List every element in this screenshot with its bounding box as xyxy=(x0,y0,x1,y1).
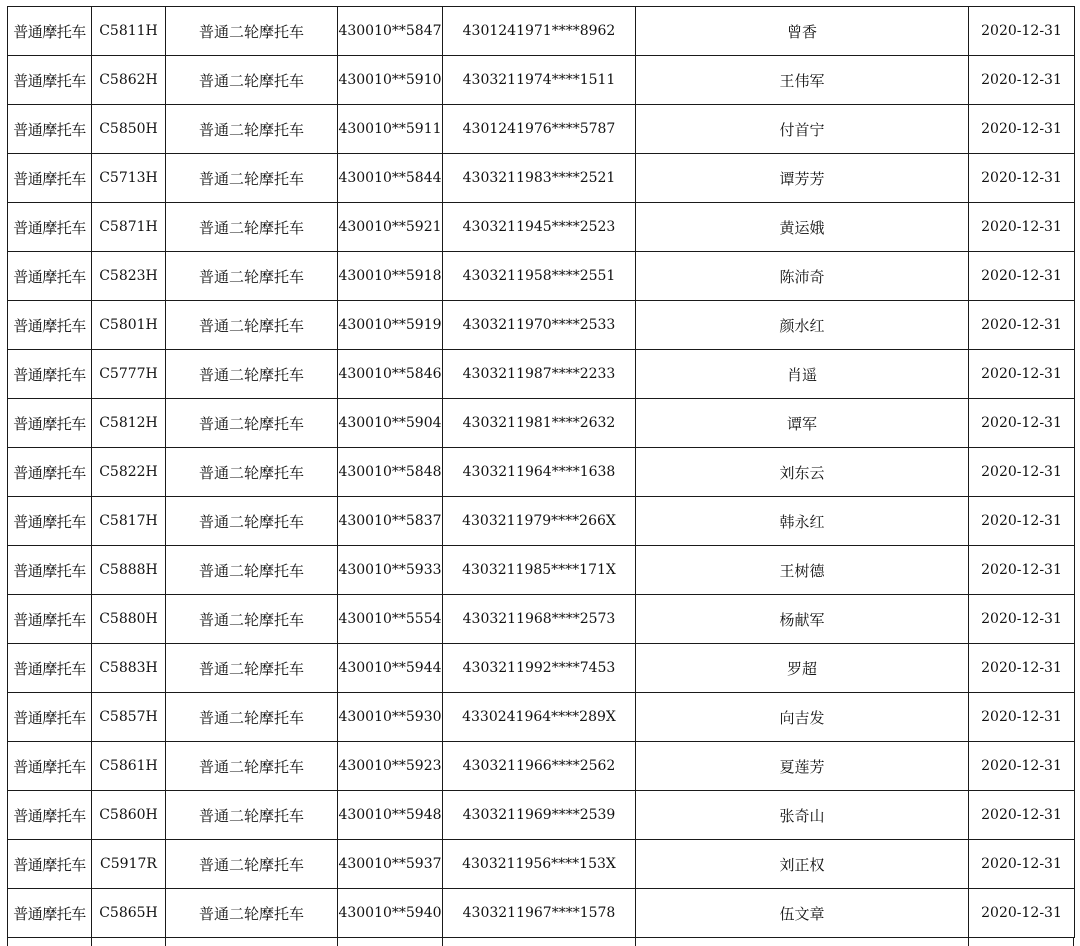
table-row xyxy=(8,301,1075,350)
id-number-cell: 4301241976****5787 xyxy=(443,105,636,154)
file-number-cell: 430010**5933 xyxy=(338,546,443,595)
name-cell: 夏莲芳 xyxy=(636,742,969,791)
date-cell: 2020-12-31 xyxy=(969,693,1075,742)
date-cell: 2020-12-31 xyxy=(969,301,1075,350)
name-cell: 颜水红 xyxy=(636,301,969,350)
id-number-cell: 4303211979****266X xyxy=(443,497,636,546)
date-cell: 2020-12-31 xyxy=(969,154,1075,203)
vehicle-type-cell: 普通二轮摩托车 xyxy=(166,301,338,350)
id-number-cell: 4303211985****171X xyxy=(443,546,636,595)
table-row xyxy=(8,350,1075,399)
records-body xyxy=(8,7,1075,938)
plate-cell: C5822H xyxy=(92,448,166,497)
id-number-cell: 4303211981****2632 xyxy=(443,399,636,448)
plate-cell: C5917R xyxy=(92,840,166,889)
id-number-cell: 4301241971****8962 xyxy=(443,7,636,56)
vehicle-type-cell: 普通二轮摩托车 xyxy=(166,350,338,399)
file-number-cell: 430010**5837 xyxy=(338,497,443,546)
vehicle-type-cell: 普通二轮摩托车 xyxy=(166,154,338,203)
table-row xyxy=(8,154,1075,203)
license-type-cell: 普通摩托车 xyxy=(8,546,92,595)
id-number-cell: 4303211992****7453 xyxy=(443,644,636,693)
date-cell: 2020-12-31 xyxy=(969,840,1075,889)
plate-cell: C5883H xyxy=(92,644,166,693)
file-number-cell: 430010**5919 xyxy=(338,301,443,350)
id-number-cell: 4303211969****2539 xyxy=(443,791,636,840)
vehicle-type-cell: 普通二轮摩托车 xyxy=(166,56,338,105)
file-number-cell: 430010**5923 xyxy=(338,742,443,791)
license-type-cell: 普通摩托车 xyxy=(8,497,92,546)
id-number-cell: 4303211983****2521 xyxy=(443,154,636,203)
file-number-cell: 430010**5944 xyxy=(338,644,443,693)
vehicle-type-cell: 普通二轮摩托车 xyxy=(166,889,338,938)
plate-cell: C5811H xyxy=(92,7,166,56)
file-number-cell: 430010**5930 xyxy=(338,693,443,742)
vehicle-type-cell: 普通二轮摩托车 xyxy=(166,105,338,154)
date-cell: 2020-12-31 xyxy=(969,448,1075,497)
license-type-cell: 普通摩托车 xyxy=(8,56,92,105)
column-border xyxy=(337,938,338,946)
file-number-cell: 430010**5911 xyxy=(338,105,443,154)
vehicle-type-cell: 普通二轮摩托车 xyxy=(166,497,338,546)
plate-cell: C5865H xyxy=(92,889,166,938)
id-number-cell: 4303211968****2573 xyxy=(443,595,636,644)
name-cell: 张奇山 xyxy=(636,791,969,840)
plate-cell: C5801H xyxy=(92,301,166,350)
plate-cell: C5861H xyxy=(92,742,166,791)
license-type-cell: 普通摩托车 xyxy=(8,399,92,448)
table-row xyxy=(8,7,1075,56)
table-row xyxy=(8,595,1075,644)
file-number-cell: 430010**5848 xyxy=(338,448,443,497)
vehicle-type-cell: 普通二轮摩托车 xyxy=(166,742,338,791)
license-type-cell: 普通摩托车 xyxy=(8,791,92,840)
date-cell: 2020-12-31 xyxy=(969,546,1075,595)
name-cell: 韩永红 xyxy=(636,497,969,546)
date-cell: 2020-12-31 xyxy=(969,203,1075,252)
license-type-cell: 普通摩托车 xyxy=(8,301,92,350)
vehicle-type-cell: 普通二轮摩托车 xyxy=(166,448,338,497)
date-cell: 2020-12-31 xyxy=(969,889,1075,938)
table-row xyxy=(8,203,1075,252)
license-type-cell: 普通摩托车 xyxy=(8,105,92,154)
table-row xyxy=(8,497,1075,546)
id-number-cell: 4303211956****153X xyxy=(443,840,636,889)
vehicle-type-cell: 普通二轮摩托车 xyxy=(166,840,338,889)
vehicle-type-cell: 普通二轮摩托车 xyxy=(166,399,338,448)
name-cell: 陈沛奇 xyxy=(636,252,969,301)
file-number-cell: 430010**5844 xyxy=(338,154,443,203)
license-type-cell: 普通摩托车 xyxy=(8,203,92,252)
file-number-cell: 430010**5918 xyxy=(338,252,443,301)
table-row xyxy=(8,56,1075,105)
records-table xyxy=(7,6,1075,938)
plate-cell: C5880H xyxy=(92,595,166,644)
column-border xyxy=(968,938,969,946)
id-number-cell: 4303211958****2551 xyxy=(443,252,636,301)
column-border xyxy=(7,938,8,946)
file-number-cell: 430010**5554 xyxy=(338,595,443,644)
date-cell: 2020-12-31 xyxy=(969,644,1075,693)
license-type-cell: 普通摩托车 xyxy=(8,154,92,203)
license-type-cell: 普通摩托车 xyxy=(8,448,92,497)
table-row xyxy=(8,889,1075,938)
table-row xyxy=(8,791,1075,840)
vehicle-type-cell: 普通二轮摩托车 xyxy=(166,644,338,693)
file-number-cell: 430010**5904 xyxy=(338,399,443,448)
license-type-cell: 普通摩托车 xyxy=(8,840,92,889)
plate-cell: C5817H xyxy=(92,497,166,546)
date-cell: 2020-12-31 xyxy=(969,350,1075,399)
table-row xyxy=(8,644,1075,693)
plate-cell: C5857H xyxy=(92,693,166,742)
vehicle-type-cell: 普通二轮摩托车 xyxy=(166,203,338,252)
date-cell: 2020-12-31 xyxy=(969,399,1075,448)
vehicle-type-cell: 普通二轮摩托车 xyxy=(166,546,338,595)
file-number-cell: 430010**5948 xyxy=(338,791,443,840)
name-cell: 谭芳芳 xyxy=(636,154,969,203)
vehicle-type-cell: 普通二轮摩托车 xyxy=(166,693,338,742)
license-type-cell: 普通摩托车 xyxy=(8,644,92,693)
license-type-cell: 普通摩托车 xyxy=(8,252,92,301)
file-number-cell: 430010**5937 xyxy=(338,840,443,889)
file-number-cell: 430010**5847 xyxy=(338,7,443,56)
plate-cell: C5888H xyxy=(92,546,166,595)
table-row xyxy=(8,105,1075,154)
vehicle-type-cell: 普通二轮摩托车 xyxy=(166,7,338,56)
plate-cell: C5850H xyxy=(92,105,166,154)
plate-cell: C5812H xyxy=(92,399,166,448)
vehicle-type-cell: 普通二轮摩托车 xyxy=(166,252,338,301)
plate-cell: C5777H xyxy=(92,350,166,399)
vehicle-type-cell: 普通二轮摩托车 xyxy=(166,791,338,840)
name-cell: 谭军 xyxy=(636,399,969,448)
column-border xyxy=(91,938,92,946)
column-border xyxy=(165,938,166,946)
license-type-cell: 普通摩托车 xyxy=(8,889,92,938)
date-cell: 2020-12-31 xyxy=(969,497,1075,546)
plate-cell: C5713H xyxy=(92,154,166,203)
name-cell: 黄运娥 xyxy=(636,203,969,252)
name-cell: 罗超 xyxy=(636,644,969,693)
license-type-cell: 普通摩托车 xyxy=(8,350,92,399)
id-number-cell: 4330241964****289X xyxy=(443,693,636,742)
id-number-cell: 4303211966****2562 xyxy=(443,742,636,791)
date-cell: 2020-12-31 xyxy=(969,105,1075,154)
vehicle-type-cell: 普通二轮摩托车 xyxy=(166,595,338,644)
column-border xyxy=(1073,938,1074,946)
name-cell: 向吉发 xyxy=(636,693,969,742)
table-row xyxy=(8,252,1075,301)
table-row xyxy=(8,742,1075,791)
license-type-cell: 普通摩托车 xyxy=(8,7,92,56)
id-number-cell: 4303211967****1578 xyxy=(443,889,636,938)
file-number-cell: 430010**5910 xyxy=(338,56,443,105)
column-border xyxy=(442,938,443,946)
table-row xyxy=(8,840,1075,889)
plate-cell: C5871H xyxy=(92,203,166,252)
id-number-cell: 4303211987****2233 xyxy=(443,350,636,399)
date-cell: 2020-12-31 xyxy=(969,56,1075,105)
table-row xyxy=(8,399,1075,448)
column-border xyxy=(635,938,636,946)
id-number-cell: 4303211964****1638 xyxy=(443,448,636,497)
name-cell: 刘正权 xyxy=(636,840,969,889)
name-cell: 付首宁 xyxy=(636,105,969,154)
table-row xyxy=(8,693,1075,742)
file-number-cell: 430010**5846 xyxy=(338,350,443,399)
license-type-cell: 普通摩托车 xyxy=(8,595,92,644)
table-row xyxy=(8,448,1075,497)
plate-cell: C5862H xyxy=(92,56,166,105)
name-cell: 杨献军 xyxy=(636,595,969,644)
date-cell: 2020-12-31 xyxy=(969,595,1075,644)
license-type-cell: 普通摩托车 xyxy=(8,693,92,742)
name-cell: 刘东云 xyxy=(636,448,969,497)
date-cell: 2020-12-31 xyxy=(969,7,1075,56)
date-cell: 2020-12-31 xyxy=(969,742,1075,791)
file-number-cell: 430010**5921 xyxy=(338,203,443,252)
id-number-cell: 4303211970****2533 xyxy=(443,301,636,350)
plate-cell: C5823H xyxy=(92,252,166,301)
file-number-cell: 430010**5940 xyxy=(338,889,443,938)
id-number-cell: 4303211974****1511 xyxy=(443,56,636,105)
name-cell: 曾香 xyxy=(636,7,969,56)
name-cell: 王树德 xyxy=(636,546,969,595)
name-cell: 伍文章 xyxy=(636,889,969,938)
name-cell: 肖遥 xyxy=(636,350,969,399)
table-row xyxy=(8,546,1075,595)
name-cell: 王伟军 xyxy=(636,56,969,105)
date-cell: 2020-12-31 xyxy=(969,791,1075,840)
id-number-cell: 4303211945****2523 xyxy=(443,203,636,252)
date-cell: 2020-12-31 xyxy=(969,252,1075,301)
table-continuation-lines xyxy=(7,938,1074,946)
license-type-cell: 普通摩托车 xyxy=(8,742,92,791)
plate-cell: C5860H xyxy=(92,791,166,840)
